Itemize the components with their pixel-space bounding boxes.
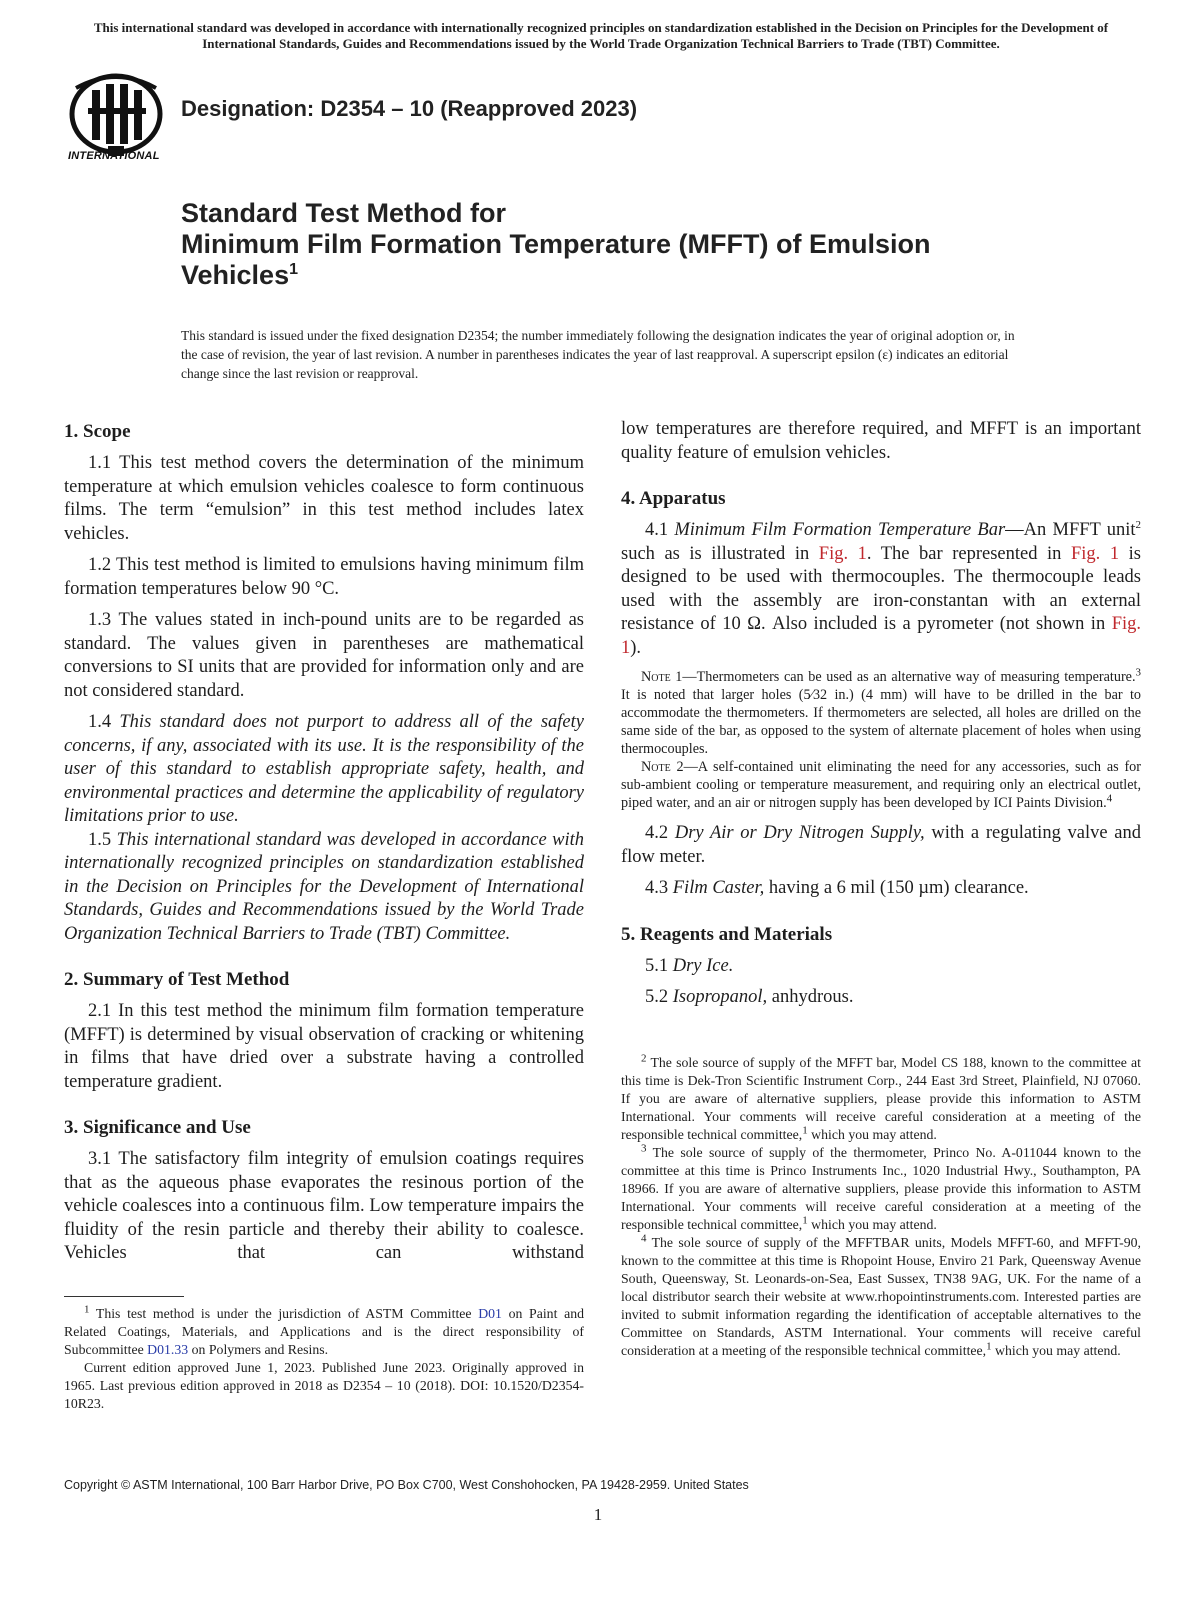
footer-copyright: Copyright © ASTM International, 100 Barr Harbor Drive, PO Box C700, West Conshohocken, PA 19428-2959. United States [64, 1478, 749, 1492]
logo-text: INTERNATIONAL [68, 150, 160, 162]
footnote-4: $^4$ The sole source of supply of the MFFTBAR units, Models MFFT-60, and MFFT-90, known to the committee at this time is Rhopoint House, Enviro 21 Park, Queensway Avenue South, Queensway, St. Leonards-on-Sea, East Sussex, TN38 9AG, UK. For the name of a local distributor search their website at www.rhopointinstruments.com. Interested parties are invited to submit information regarding the identification of acceptable alternatives to the Committee on Standards, ASTM International. Your comments will receive careful consideration at a meeting of the responsible technical committee,$^1$ which you may attend. [621, 1231, 1141, 1358]
footnote-3: $^3$ The sole source of supply of the thermometer, Princo No. A-011044 known to the committee at this time is Princo Instruments Inc., 1020 Industrial Hwy., Southampton, PA 18966. If you are aware of alternative suppliers, please provide this information to ASTM International. Your comments will receive careful consideration at a meeting of the responsible technical committee,$^1$ which you may attend. [621, 1141, 1141, 1232]
paragraph-1-5: 1.5 This international standard was developed in accordance with internationally recognized principles on standardization established in the Decision on Principles for the Development of International Standards, Guides and Recommendations issued by the World Trade Organization Technical Barriers to Trade (TBT) Committee. [64, 829, 585, 944]
figure-1-link[interactable]: Fig. 1 [621, 614, 1141, 658]
page-number: 1 [593, 1505, 603, 1524]
footnote-1: $^1$ This test method is under the jurisdiction of ASTM Committee D01 on Paint and Related Coatings, Materials, and Applications and is the direct responsibility of Subcommittee D01.33 on Polymers and Resins. [64, 1302, 584, 1357]
paragraph-2-1: 2.1 In this test method the minimum film formation temperature (MFFT) is determined by visual observation of cracking or whitening in films that have dried over a substrate having a controlled temperature gradient. [64, 1001, 584, 1092]
paragraph-1-3: 1.3 The values stated in inch-pound units are to be regarded as standard. The values given in parentheses are mathematical conversions to SI units that are provided for information only and are not considered standard. [64, 610, 584, 701]
title-footnote-mark[interactable]: 1 [289, 261, 298, 278]
footnote-2: $^2$ The sole source of supply of the MFFT bar, Model CS 188, known to the committee at this time is Dek-Tron Scientific Instrument Corp., 244 East 3rd Street, Plainfield, NJ 07060. If you are aware of alternative suppliers, please provide this information to ASTM International. Your comments will receive careful consideration at a meeting of the responsible technical committee,$^1$ which you may attend. [621, 1051, 1141, 1142]
title-line-3: Vehicles$^1$ [181, 260, 298, 290]
right-column [621, 418, 1141, 1360]
paragraph-1-4: 1.4 This standard does not purport to address all of the safety concerns, if any, associated with its use. It is the responsibility of the user of this standard to establish appropriate safety, health, and environmental practices and determine the applicability of regulatory limitations prior to use. [64, 712, 584, 826]
paragraph-5-1: 5.1 Dry Ice. [645, 955, 734, 976]
paragraph-4-2: 4.2 Dry Air or Dry Nitrogen Supply, with a regulating valve and flow meter. [621, 823, 1141, 867]
designation: Designation: D2354 – 10 (Reapproved 2023) [181, 96, 638, 121]
left-column [64, 420, 584, 1413]
section-heading-reagents: 5. Reagents and Materials [621, 923, 833, 945]
committee-link-d01[interactable]: D01 [478, 1305, 502, 1321]
note-1: Note 1—Thermometers can be used as an alternative way of measuring temperature.$^3$ It is noted that larger holes (5⁄32 in.) (4 mm) will have to be drilled in the bar to accommodate the thermometers. If thermometers are selected, all holes are drilled on the same side of the bar, as opposed to the system of alternate placement of holes when using thermocouples. [621, 666, 1142, 757]
paragraph-3-1-continued: low temperatures are therefore required, and MFFT is an important quality feature of emulsion vehicles. [621, 419, 1141, 463]
footnote-1-edition: Current edition approved June 1, 2023. Published June 2023. Originally approved in 1965. Last previous edition approved in 2018 as D2354 – 10 (2018). DOI: 10.1520/D2354-10R23. [64, 1359, 584, 1411]
paragraph-3-1: 3.1 The satisfactory film integrity of emulsion coatings requires that as the aqueous phase evaporates the resinous portion of the vehicle coalesces into a continuous film. Low temperature impairs the fluidity of the resin particle and thereby their ability to coalesce. Vehicles that can withstand [64, 1149, 584, 1263]
header-notice: This international standard was developed in accordance with internationally recognized principles on standardization established in the Decision on Principles for the Development of International Standards, Guides and Recommendations issued by the World Trade Organization Technical Barriers to Trade (TBT) Committee. [93, 20, 1109, 51]
section-heading-significance: 3. Significance and Use [64, 1117, 251, 1138]
issue-note: This standard is issued under the fixed designation D2354; the number immediately following the designation indicates the year of original adoption or, in the case of revision, the year of last revision. A number in parentheses indicates the year of last reapproval. A superscript epsilon (ε) indicates an editorial change since the last revision or reapproval. [181, 328, 1015, 381]
footnote-rule [64, 1296, 184, 1297]
paragraph-4-3: 4.3 Film Caster, having a 6 mil (150 µm) clearance. [645, 878, 1029, 898]
section-heading-scope: 1. Scope [64, 421, 131, 442]
title-line-1: Standard Test Method for [181, 198, 507, 228]
document-title [181, 198, 1081, 291]
section-heading-apparatus: 4. Apparatus [621, 488, 726, 509]
note-2: Note 2—A self-contained unit eliminating the need for any accessories, such as for sub-ambient cooling or temperature measurement, and requiring only an electrical outlet, piped water, and an air or nitrogen supply has been developed by ICI Paints Division.$^4$ [621, 759, 1141, 811]
paragraph-4-1: 4.1 Minimum Film Formation Temperature Bar—An MFFT unit$^2$ such as is illustrated in Fig. 1. The bar represented in Fig. 1 is designed to be used with thermocouples. The thermocouple leads used with the assembly are iron-constantan with an external resistance of 10 Ω. Also included is a pyrometer (not shown in Fig. 1). [621, 518, 1141, 658]
figure-1-link[interactable]: Fig. 1 [818, 543, 867, 564]
paragraph-5-2: 5.2 Isopropanol, anhydrous. [645, 987, 854, 1007]
title-line-2: Minimum Film Formation Temperature (MFFT) of Emulsion [181, 229, 931, 259]
paragraph-1-1: 1.1 This test method covers the determination of the minimum temperature at which emulsion vehicles coalesce to form continuous films. The term “emulsion” in this test method includes latex vehicles. [64, 453, 584, 544]
subcommittee-link-d01-33[interactable]: D01.33 [147, 1341, 189, 1357]
figure-1-link[interactable]: Fig. 1 [1070, 543, 1120, 564]
section-heading-summary: 2. Summary of Test Method [64, 969, 290, 990]
paragraph-1-2: 1.2 This test method is limited to emulsions having minimum film formation temperatures below 90 °C. [64, 555, 584, 599]
